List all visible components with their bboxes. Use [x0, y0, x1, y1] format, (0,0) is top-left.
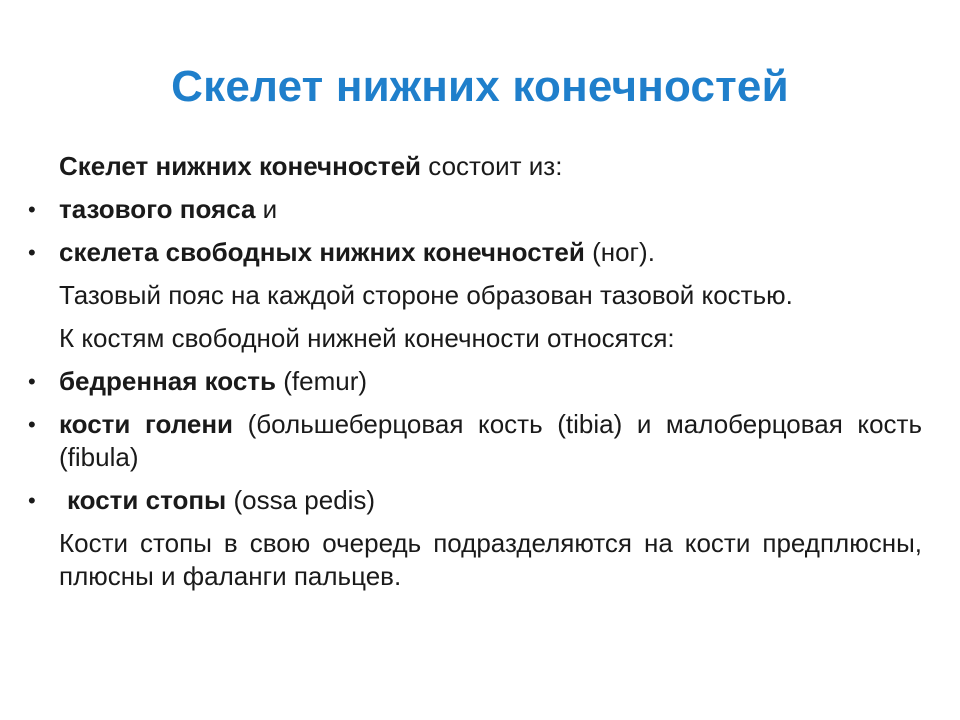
- bullet-1-bold: тазового пояса: [59, 194, 256, 224]
- slide-body: [28, 150, 922, 603]
- list-item-shin: [28, 408, 922, 474]
- list-item-foot: [28, 484, 922, 517]
- bullet-3-rest: (femur): [276, 366, 368, 396]
- bullet-icon: •: [28, 240, 36, 265]
- list-item-femur: [28, 365, 922, 398]
- intro-bold: Скелет нижних конечностей: [59, 151, 422, 181]
- list-item-pelvic-girdle: [28, 193, 922, 226]
- bullet-5-bold: кости стопы: [67, 485, 227, 515]
- bullet-4-rest: (большеберцовая кость (tibia) и малоберцовая кость (fibula): [59, 409, 922, 472]
- bullet-icon: •: [28, 369, 36, 394]
- bullet-2-bold: скелета свободных нижних конечностей: [59, 237, 585, 267]
- bullet-icon: •: [28, 488, 36, 513]
- intro-paragraph: [28, 150, 922, 183]
- pelvis-paragraph: Тазовый пояс на каждой стороне образован тазовой костью.: [59, 280, 793, 310]
- bullet-1-rest: и: [255, 194, 278, 224]
- intro-rest: состоит из:: [421, 151, 563, 181]
- bullet-3-bold: бедренная кость: [59, 366, 277, 396]
- bullet-icon: •: [28, 197, 36, 222]
- bullet-5-rest: (ossa pedis): [226, 485, 376, 515]
- free-limb-paragraph: К костям свободной нижней конечности относятся:: [59, 323, 675, 353]
- bullet-2-rest: (ног).: [584, 237, 655, 267]
- foot-paragraph: Кости стопы в свою очередь подразделяются на кости предплюсны, плюсны и фаланги пальцев.: [59, 528, 922, 591]
- list-item-free-limb: [28, 236, 922, 269]
- slide-title: Скелет нижних конечностей: [171, 62, 789, 111]
- bullet-4-bold: кости голени: [59, 409, 234, 439]
- bullet-icon: •: [28, 412, 36, 437]
